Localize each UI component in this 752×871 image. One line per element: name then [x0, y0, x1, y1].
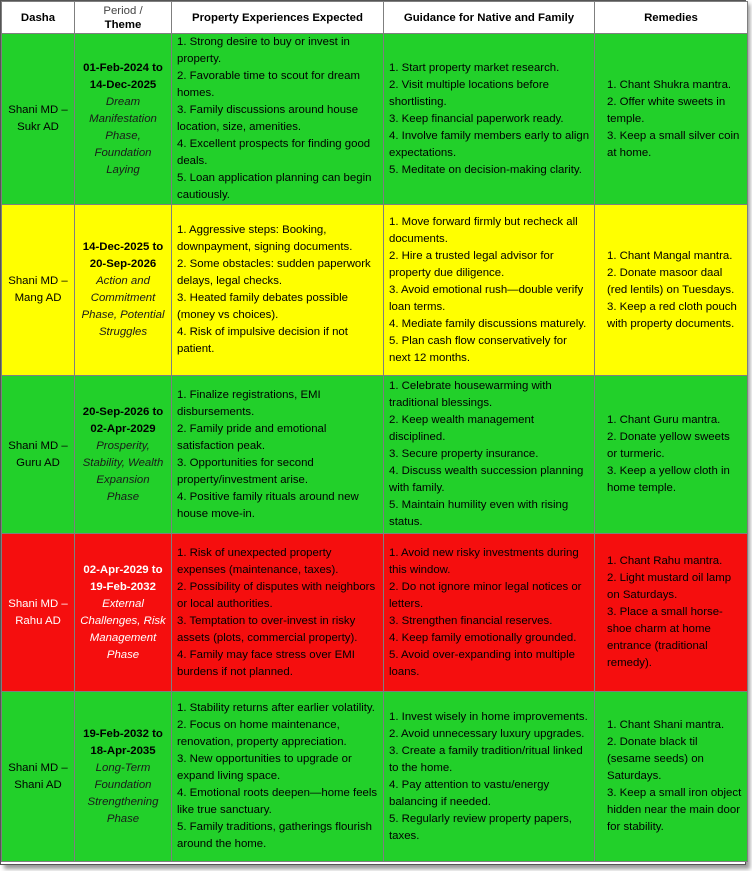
guidance-item: 1. Start property market research.: [389, 61, 560, 74]
remedy-item: 2. Offer white sweets in temple.: [607, 95, 726, 125]
dasha-cell: Shani MD – Shani AD: [2, 692, 75, 862]
remedy-item: 3. Keep a red cloth pouch with property documents.: [607, 300, 737, 330]
experience-item: 1. Finalize registrations, EMI disbursements.: [177, 388, 321, 418]
remedy-item: 1. Chant Shukra mantra.: [607, 78, 732, 91]
remedy-item: 3. Keep a small iron object hidden near the main door for stability.: [607, 787, 742, 833]
remedies-cell: [595, 692, 748, 862]
remedy-item: 3. Keep a yellow cloth in home temple.: [607, 465, 730, 494]
guidance-item: 4. Involve family members early to align expectations.: [389, 129, 590, 159]
experience-item: 1. Risk of unexpected property expenses (maintenance, taxes).: [177, 546, 339, 576]
guidance-item: 2. Hire a trusted legal advisor for property due diligence.: [389, 249, 554, 279]
dasha-cell: Shani MD – Sukr AD: [2, 34, 75, 205]
guidance-item: 1. Celebrate housewarming with traditional blessings.: [389, 380, 552, 409]
dasha-cell: Shani MD – Guru AD: [2, 376, 75, 534]
dasha-cell: Shani MD – Mang AD: [2, 205, 75, 376]
remedies-cell: [595, 205, 748, 376]
table-row: [2, 692, 748, 862]
guidance-item: 2. Visit multiple locations before shortlisting.: [389, 78, 549, 108]
experience-item: 1. Stability returns after earlier volatility.: [177, 702, 375, 714]
experience-item: 2. Some obstacles: sudden paperwork delays, legal checks.: [177, 258, 371, 287]
dasha-cell: Shani MD – Rahu AD: [2, 534, 75, 692]
guidance-item: 1. Invest wisely in home improvements.: [389, 710, 588, 723]
guidance-item: 3. Avoid emotional rush—double verify loan terms.: [389, 283, 584, 313]
guidance-item: 2. Avoid unnecessary luxury upgrades.: [389, 727, 585, 740]
dasha-property-table: [1, 1, 748, 862]
remedies-cell: [595, 534, 748, 692]
guidance-item: 1. Avoid new risky investments during this window.: [389, 546, 579, 576]
experience-item: 4. Risk of impulsive decision if not patient.: [177, 326, 348, 355]
remedies-cell: [595, 376, 748, 534]
experience-item: 3. Temptation to over-invest in risky assets (plots, commercial property).: [177, 614, 358, 644]
period-cell: [75, 34, 172, 205]
remedy-item: 1. Chant Mangal mantra.: [607, 249, 733, 262]
period-theme: Action and Commitment Phase, Potential Struggles: [81, 275, 165, 338]
experiences-cell: [172, 534, 384, 692]
experience-item: 4. Positive family rituals around new house move-in.: [177, 490, 359, 520]
header-remedies: Remedies: [595, 2, 748, 34]
guidance-item: 5. Meditate on decision-making clarity.: [389, 163, 582, 176]
experience-item: 5. Loan application planning can begin cautiously.: [177, 172, 372, 201]
experience-item: 3. Family discussions around house location, size, amenities.: [177, 104, 359, 133]
table-row: [2, 534, 748, 692]
guidance-cell: [384, 205, 595, 376]
guidance-item: 5. Avoid over-expanding into multiple loans.: [389, 648, 575, 678]
experience-item: 2. Possibility of disputes with neighbors or local authorities.: [177, 580, 376, 610]
guidance-cell: [384, 534, 595, 692]
experience-item: 2. Focus on home maintenance, renovation, property appreciation.: [177, 719, 347, 748]
experience-item: 5. Family traditions, gatherings flourish around the home.: [177, 821, 372, 850]
period-dates: 14-Dec-2025 to 20-Sep-2026: [82, 241, 164, 270]
header-period-theme: Theme: [104, 18, 142, 31]
remedy-item: 2. Donate yellow sweets or turmeric.: [607, 431, 730, 460]
period-theme: External Challenges, Risk Management Phase: [80, 597, 166, 661]
experiences-cell: [172, 692, 384, 862]
header-guidance: Guidance for Native and Family: [384, 2, 595, 34]
experience-item: 4. Emotional roots deepen—home feels like true sanctuary.: [177, 787, 378, 816]
period-dates: 02-Apr-2029 to 19-Feb-2032: [83, 563, 163, 593]
guidance-item: 5. Maintain humility even with rising status.: [389, 499, 569, 528]
period-theme: Dream Manifestation Phase, Foundation Laying: [89, 95, 157, 176]
remedy-item: 1. Chant Guru mantra.: [607, 414, 721, 426]
remedy-item: 1. Chant Rahu mantra.: [607, 555, 723, 567]
experience-item: 3. Opportunities for second property/investment arise.: [177, 456, 314, 486]
guidance-item: 4. Mediate family discussions maturely.: [389, 317, 587, 330]
table-row: [2, 205, 748, 376]
period-dates: 19-Feb-2032 to 18-Apr-2035: [83, 727, 163, 757]
experience-item: 2. Family pride and emotional satisfaction peak.: [177, 422, 327, 452]
remedy-item: 3. Place a small horse-shoe charm at home entrance (traditional remedy).: [607, 606, 723, 669]
guidance-cell: [384, 34, 595, 205]
table-row: [2, 34, 748, 205]
experiences-cell: [172, 34, 384, 205]
period-theme: Long-Term Foundation Strengthening Phase: [87, 761, 159, 825]
experiences-cell: [172, 376, 384, 534]
header-row: [2, 2, 748, 34]
guidance-item: 3. Secure property insurance.: [389, 448, 539, 460]
header-period: [75, 2, 172, 34]
header-experiences: Property Experiences Expected: [172, 2, 384, 34]
period-dates: 01-Feb-2024 to 14-Dec-2025: [83, 61, 163, 91]
period-cell: [75, 205, 172, 376]
remedies-cell: [595, 34, 748, 205]
table-row: [2, 376, 748, 534]
header-dasha: Dasha: [2, 2, 75, 34]
guidance-item: 5. Regularly review property papers, taxes.: [389, 812, 572, 842]
guidance-item: 2. Keep wealth management disciplined.: [389, 414, 535, 443]
guidance-item: 3. Strengthen financial reserves.: [389, 614, 553, 627]
guidance-item: 4. Discuss wealth succession planning with family.: [389, 465, 584, 494]
period-cell: [75, 534, 172, 692]
period-dates: 20-Sep-2026 to 02-Apr-2029: [82, 405, 164, 435]
guidance-item: 1. Move forward firmly but recheck all documents.: [389, 215, 578, 245]
period-cell: [75, 376, 172, 534]
header-period-top: Period /: [103, 4, 143, 17]
experiences-cell: [172, 205, 384, 376]
guidance-item: 5. Plan cash flow conservatively for next 12 months.: [389, 334, 567, 364]
remedy-item: 1. Chant Shani mantra.: [607, 719, 725, 731]
guidance-cell: [384, 692, 595, 862]
period-theme: Prosperity, Stability, Wealth Expansion Phase: [82, 439, 164, 503]
experience-item: 3. Heated family debates possible (money vs choices).: [177, 292, 348, 321]
guidance-cell: [384, 376, 595, 534]
remedy-item: 2. Donate masoor daal (red lentils) on Tuesdays.: [607, 266, 735, 296]
guidance-item: 4. Keep family emotionally grounded.: [389, 631, 577, 644]
experience-item: 4. Excellent prospects for finding good deals.: [177, 138, 371, 167]
remedy-item: 3. Keep a small silver coin at home.: [607, 129, 740, 159]
experience-item: 4. Family may face stress over EMI burdens if not planned.: [177, 648, 355, 678]
guidance-item: 4. Pay attention to vastu/energy balancing if needed.: [389, 778, 550, 808]
experience-item: 1. Strong desire to buy or invest in property.: [177, 36, 350, 65]
experience-item: 2. Favorable time to scout for dream homes.: [177, 70, 360, 99]
remedy-item: 2. Donate black til (sesame seeds) on Saturdays.: [607, 736, 704, 782]
guidance-item: 3. Keep financial paperwork ready.: [389, 112, 564, 125]
experience-item: 1. Aggressive steps: Booking, downpayment, signing documents.: [177, 224, 353, 253]
guidance-item: 3. Create a family tradition/ritual linked to the home.: [389, 744, 583, 774]
remedy-item: 2. Light mustard oil lamp on Saturdays.: [607, 572, 732, 601]
period-cell: [75, 692, 172, 862]
experience-item: 3. New opportunities to upgrade or expand living space.: [177, 753, 352, 782]
guidance-item: 2. Do not ignore minor legal notices or letters.: [389, 580, 582, 610]
